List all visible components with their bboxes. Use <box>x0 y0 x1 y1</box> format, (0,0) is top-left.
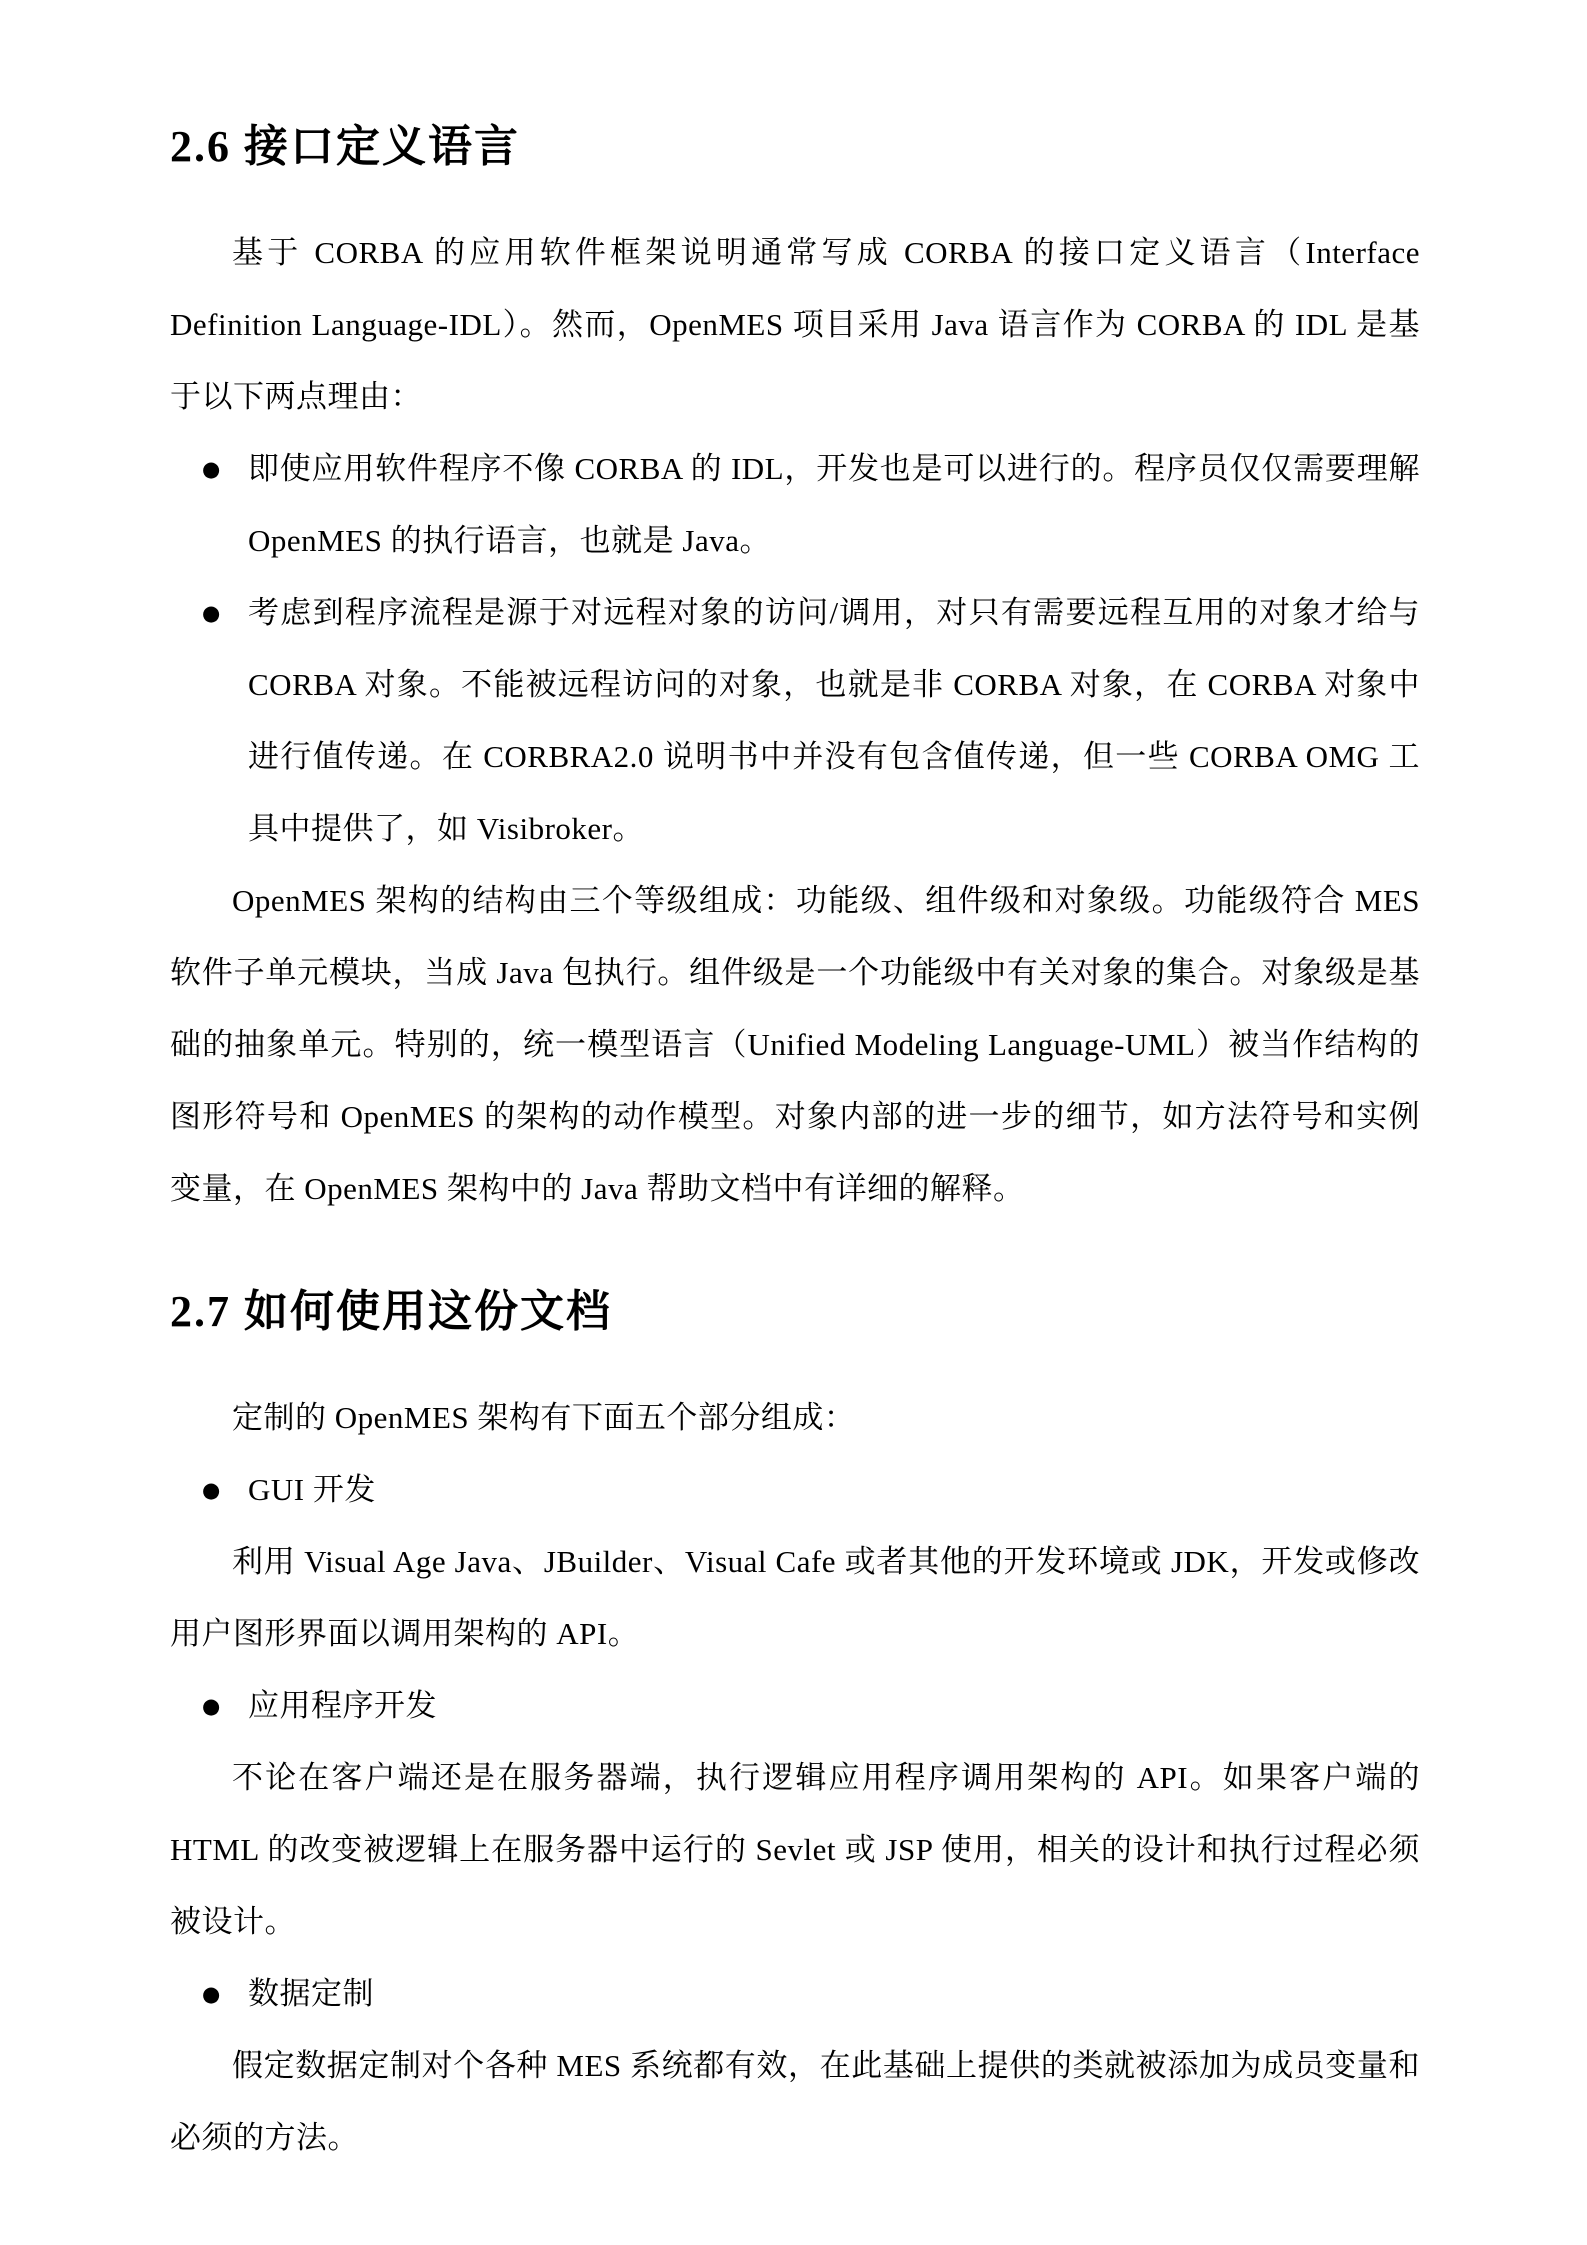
heading-section-2-7: 2.7 如何使用这份文档 <box>170 1287 612 1337</box>
paragraph-app-dev-body: 不论在客户端还是在服务器端，执行逻辑应用程序调用架构的 API。如果客户端的 HTML 的改变被逻辑上在服务器中运行的 Sevlet 或 JSP 使用，相关的设计和执行过程必须被设计。 <box>170 1760 1420 1940</box>
paragraph-data-custom-body: 假定数据定制对个各种 MES 系统都有效，在此基础上提供的类就被添加为成员变量和必须的方法。 <box>170 2048 1420 2156</box>
bullet-icon: ● <box>202 1478 221 1503</box>
bullet-icon: ● <box>202 1694 221 1719</box>
bullet-item-java-idl <box>170 433 1420 577</box>
bullet-item-gui-dev <box>170 1454 1420 1526</box>
paragraph-corba-idl-intro: 基于 CORBA 的应用软件框架说明通常写成 CORBA 的接口定义语言（Interface Definition Language-IDL）。然而，OpenMES 项目采用 Java 语言作为 CORBA 的 IDL 是基于以下两点理由： <box>170 235 1420 415</box>
bullet-icon: ● <box>202 457 221 482</box>
paragraph-gui-dev-body: 利用 Visual Age Java、JBuilder、Visual Cafe 或者其他的开发环境或 JDK，开发或修改用户图形界面以调用架构的 API。 <box>170 1544 1420 1652</box>
bullet-icon: ● <box>202 1982 221 2007</box>
bullet-label-gui-dev: GUI 开发 <box>248 1472 376 1508</box>
paragraph-usage-intro: 定制的 OpenMES 架构有下面五个部分组成： <box>232 1400 856 1436</box>
bullet-text-java-idl: 即使应用软件程序不像 CORBA 的 IDL，开发也是可以进行的。程序员仅仅需要理解 OpenMES 的执行语言，也就是 Java。 <box>248 451 1420 559</box>
paragraph-openmes-structure: OpenMES 架构的结构由三个等级组成：功能级、组件级和对象级。功能级符合 MES 软件子单元模块，当成 Java 包执行。组件级是一个功能级中有关对象的集合。对象级是基础的抽象单元。特别的，统一模型语言（Unified Modeling Language-UML）被当作结构的图形符号和 OpenMES 的架构的动作模型。对象内部的进一步的细节，如方法符号和实例变量，在 OpenMES 架构中的 Java 帮助文档中有详细的解释。 <box>170 883 1420 1207</box>
bullet-label-app-dev: 应用程序开发 <box>248 1688 437 1724</box>
bullet-text-remote-objects: 考虑到程序流程是源于对远程对象的访问/调用，对只有需要远程互用的对象才给与 CORBA 对象。不能被远程访问的对象，也就是非 CORBA 对象，在 CORBA 对象中进行值传递。在 CORBRA2.0 说明书中并没有包含值传递，但一些 CORBA OMG 工具中提供了，如 Visibroker。 <box>248 595 1420 847</box>
bullet-item-app-dev <box>170 1670 1420 1742</box>
bullet-label-data-custom: 数据定制 <box>248 1976 374 2012</box>
bullet-item-remote-objects <box>170 577 1420 865</box>
bullet-icon: ● <box>202 601 221 626</box>
heading-section-2-6: 2.6 接口定义语言 <box>170 122 520 171</box>
bullet-item-data-custom <box>170 1958 1420 2030</box>
